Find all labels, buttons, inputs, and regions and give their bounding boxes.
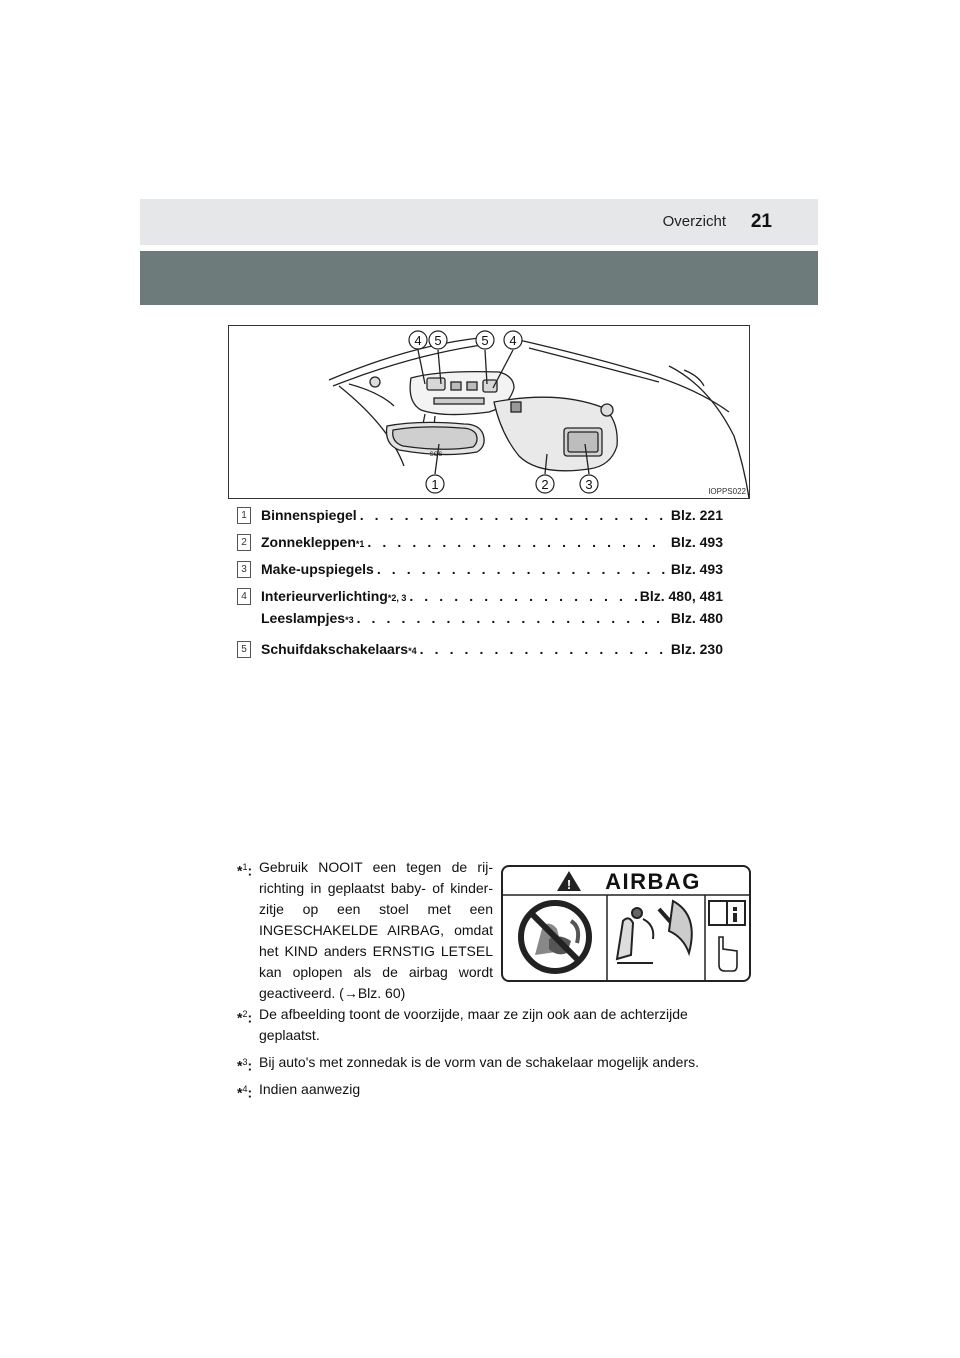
svg-text:2: 2 <box>541 477 549 492</box>
item-number: 4 <box>237 588 251 605</box>
footnote-text: De afbeelding toont de voorzijde, maar ze zijn ook aan de achterzijde geplaatst. <box>259 1006 688 1043</box>
svg-text:4: 4 <box>509 333 517 348</box>
footnote-text: Indien aanwezig <box>259 1081 361 1097</box>
page-header <box>140 199 818 245</box>
item-label: Leeslampjes <box>261 610 346 626</box>
footnote-text: Gebruik NOOIT een tegen de rijrichting in geplaatst baby- of kinderzitje op een stoel met een INGESCHAKELDE AIRBAG, omdat het KIND anders ERNSTIG LETSEL kan oplopen als de airbag wordt geactiveerd. (→Blz. 60) <box>259 859 493 1001</box>
svg-text:3: 3 <box>585 477 593 492</box>
callout-3 <box>580 475 598 493</box>
item-number: 3 <box>237 561 251 578</box>
svg-text:!: ! <box>566 877 572 892</box>
airbag-title: AIRBAG <box>605 869 701 894</box>
item-label: Make-upspiegels <box>261 561 374 577</box>
footnote-4: *$^4$: Indien aanwezig <box>237 1079 747 1100</box>
no-rear-facing-child-seat-icon <box>521 903 589 971</box>
svg-text:1: 1 <box>431 477 439 492</box>
warning-triangle-icon <box>557 871 581 892</box>
roof-console-drawing <box>229 326 749 498</box>
footnote-text: Bij auto's met zonnedak is de vorm van de schakelaar mogelijk anders. <box>259 1054 700 1070</box>
item-number: 1 <box>237 507 251 524</box>
svg-text:4: 4 <box>414 333 422 348</box>
mirror-sos-text: SOS <box>429 452 443 458</box>
item-page-ref[interactable]: Blz. 480, 481 <box>639 588 723 604</box>
svg-text:5: 5 <box>434 333 442 348</box>
read-manual-icon <box>709 901 745 971</box>
item-label: Binnenspiegel <box>261 507 357 523</box>
item-number: 2 <box>237 534 251 551</box>
component-list <box>237 504 727 663</box>
airbag-deploy-icon <box>617 901 692 963</box>
item-number: 5 <box>237 641 251 658</box>
item-page-ref[interactable]: Blz. 493 <box>670 561 723 577</box>
callout-5-right <box>476 331 494 349</box>
item-page-ref[interactable]: Blz. 480 <box>670 610 723 626</box>
footnote-1: *$^1$: Gebruik NOOIT een tegen de rijrichting in geplaatst baby- of kinderzitje op een stoel met een INGESCHAKELDE AIRBAG, omdat het KIND anders ERNSTIG LETSEL kan oplopen als de airbag wordt geactiveerd. (→Blz. 60) <box>237 857 747 1004</box>
airbag-warning-label <box>501 865 751 982</box>
footnote-3: *$^3$: Bij auto's met zonnedak is de vorm van de schakelaar mogelijk anders. <box>237 1052 747 1073</box>
item-page-ref[interactable]: Blz. 493 <box>670 534 723 550</box>
callout-2 <box>536 475 554 493</box>
item-label: Interieurverlichting <box>261 588 388 604</box>
list-item: 2 Zonnekleppen *1 . . . Blz. 493 <box>237 531 727 556</box>
list-item: 4 Interieurverlichting *2, 3 . . . Blz. 480, 481 <box>237 585 727 607</box>
callout-1 <box>426 475 444 493</box>
item-page-ref[interactable]: Blz. 221 <box>670 507 723 523</box>
page-number: 21 <box>750 211 772 232</box>
item-label: Schuifdakschakelaars <box>261 641 409 657</box>
list-item: Leeslampjes *3 . . . Blz. 480 <box>237 607 727 632</box>
list-item <box>237 558 727 583</box>
footnote-2: *$^2$: De afbeelding toont de voorzijde, maar ze zijn ook aan de achterzijde geplaatst. <box>237 1004 747 1046</box>
svg-text:5: 5 <box>481 333 489 348</box>
callout-4-left <box>409 331 427 349</box>
item-page-ref[interactable]: Blz. 230 <box>670 641 723 657</box>
callout-4-right <box>504 331 522 349</box>
figure-code: IOPPS022 <box>708 487 746 496</box>
interior-illustration <box>228 325 750 499</box>
item-label: Zonnekleppen <box>261 534 356 550</box>
list-item: 5 Schuifdakschakelaars *4 . . . Blz. 230 <box>237 638 727 663</box>
header-band <box>140 251 818 305</box>
callout-5-left <box>429 331 447 349</box>
list-item <box>237 504 727 529</box>
section-title: Overzicht <box>662 213 726 230</box>
